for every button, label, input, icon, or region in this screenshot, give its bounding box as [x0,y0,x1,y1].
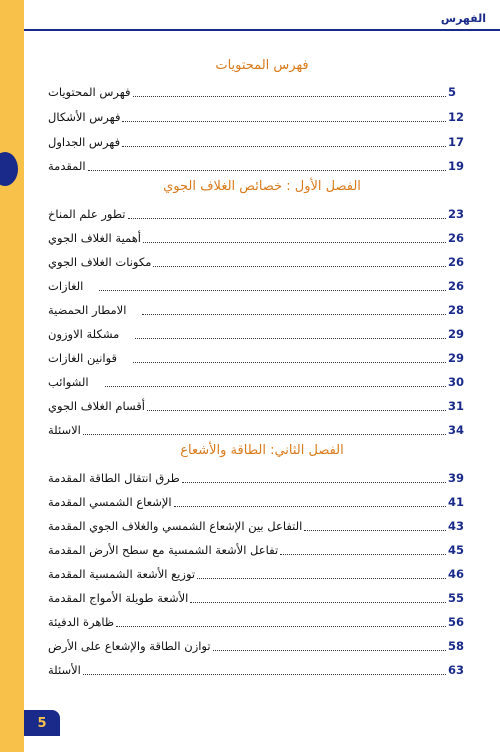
toc-entry-page: 5 [448,85,457,99]
toc-entry[interactable] [44,107,468,127]
dot-leader [122,146,446,147]
toc-entry[interactable] [44,82,468,102]
toc-entry-page: 39 [448,471,465,485]
dot-leader [213,650,446,651]
toc-entry-label: ظاهرة الدفيئة [48,615,115,629]
toc-entry[interactable] [44,276,468,296]
toc-entry-label: أقسام الغلاف الجوي [48,399,145,413]
toc-entry-label: قوانين الغازات [48,351,118,365]
toc-entry-label: توازن الطاقة والإشعاع على الأرض [48,639,211,653]
dot-leader [88,170,446,171]
dot-leader [190,602,446,603]
toc-entry-page: 34 [448,423,465,437]
toc-entry[interactable] [44,204,468,224]
toc-entry-page: 26 [448,231,465,245]
section-title-chapter-2: الفصل الثاني: الطاقة والأشعاع [180,443,344,458]
toc-entry[interactable] [44,660,468,680]
toc-entry[interactable] [44,348,468,368]
toc-entry[interactable] [44,492,468,512]
toc-entry-label: الغازات [48,279,84,293]
toc-entry-page: 43 [448,519,465,533]
header-rule [24,29,500,31]
toc-entry[interactable] [44,396,468,416]
toc-entry-label: الشوائب [48,375,89,389]
toc-entry-page: 56 [448,615,465,629]
toc-entry-page: 45 [448,543,465,557]
toc-entry[interactable] [44,468,468,488]
toc-entry-page: 17 [448,135,465,149]
section-title-contents: فهرس المحتويات [215,58,309,73]
toc-entry[interactable] [44,540,468,560]
dot-leader [105,386,446,387]
toc-entry-label: الأسئلة [48,663,81,677]
dot-leader [142,314,446,315]
toc-entry-label: مشكلة الاوزون [48,327,120,341]
toc-entry-label: المقدمة [48,159,86,173]
toc-entry[interactable] [44,252,468,272]
toc-entry-page: 29 [448,327,465,341]
toc-entry-page: 26 [448,255,465,269]
toc-entry[interactable] [44,156,468,176]
toc-entry[interactable] [44,132,468,152]
toc-entry-page: 46 [448,567,465,581]
dot-leader [135,338,446,339]
dot-leader [143,242,446,243]
decorative-side-band [0,0,24,752]
toc-entry[interactable] [44,324,468,344]
toc-entry-label: فهرس الأشكال [48,110,121,124]
toc-entry-page: 31 [448,399,465,413]
dot-leader [280,554,446,555]
toc-entry-label: تطور علم المناخ [48,207,126,221]
toc-entry-page: 28 [448,303,465,317]
toc-entry-label: فهرس المحتويات [48,85,131,99]
toc-entry-label: الاسئلة [48,423,81,437]
dot-leader [83,674,446,675]
dot-leader [182,482,446,483]
dot-leader [147,410,446,411]
dot-leader [128,218,446,219]
toc-entry[interactable] [44,564,468,584]
toc-entry-page: 19 [448,159,465,173]
toc-entry[interactable] [44,516,468,536]
toc-entry-page: 30 [448,375,465,389]
dot-leader [174,506,446,507]
toc-entry-label: الإشعاع الشمسي المقدمة [48,495,172,509]
toc-entry[interactable] [44,228,468,248]
dot-leader [99,290,446,291]
toc-entry-label: الامطار الحمضية [48,303,127,317]
page-number: 5 [37,716,47,731]
toc-entry[interactable] [44,300,468,320]
toc-entry-label: أهمية الغلاف الجوي [48,231,141,245]
toc-entry-label: طرق انتقال الطاقة المقدمة [48,471,180,485]
section-title-chapter-1: الفصل الأول : خصائص الغلاف الجوي [163,179,361,194]
toc-entry-label: فهرس الجداول [48,135,121,149]
dot-leader [197,578,446,579]
dot-leader [122,121,446,122]
toc-entry-label: التفاعل بين الإشعاع الشمسي والغلاف الجوي المقدمة [48,519,303,533]
toc-entry[interactable] [44,588,468,608]
dot-leader [133,362,446,363]
toc-entry-page: 23 [448,207,465,221]
dot-leader [153,266,446,267]
toc-entry-page: 41 [448,495,465,509]
dot-leader [116,626,446,627]
dot-leader [304,530,446,531]
toc-entry[interactable] [44,612,468,632]
toc-entry[interactable] [44,420,468,440]
toc-entry[interactable] [44,372,468,392]
toc-entry-page: 12 [448,110,465,124]
toc-entry-label: توزيع الأشعة الشمسية المقدمة [48,567,196,581]
toc-entry-page: 58 [448,639,465,653]
running-header: الفهرس [440,12,486,25]
dot-leader [83,434,446,435]
toc-entry-label: الأشعة طويلة الأمواج المقدمة [48,591,189,605]
dot-leader [133,96,446,97]
toc-entry-label: تفاعل الأشعة الشمسية مع سطح الأرض المقدمة [48,543,279,557]
toc-entry-page: 63 [448,663,465,677]
toc-entry-page: 55 [448,591,465,605]
toc-entry[interactable] [44,636,468,656]
toc-entry-page: 26 [448,279,465,293]
toc-entry-label: مكونات الغلاف الجوي [48,255,152,269]
toc-entry-page: 29 [448,351,465,365]
